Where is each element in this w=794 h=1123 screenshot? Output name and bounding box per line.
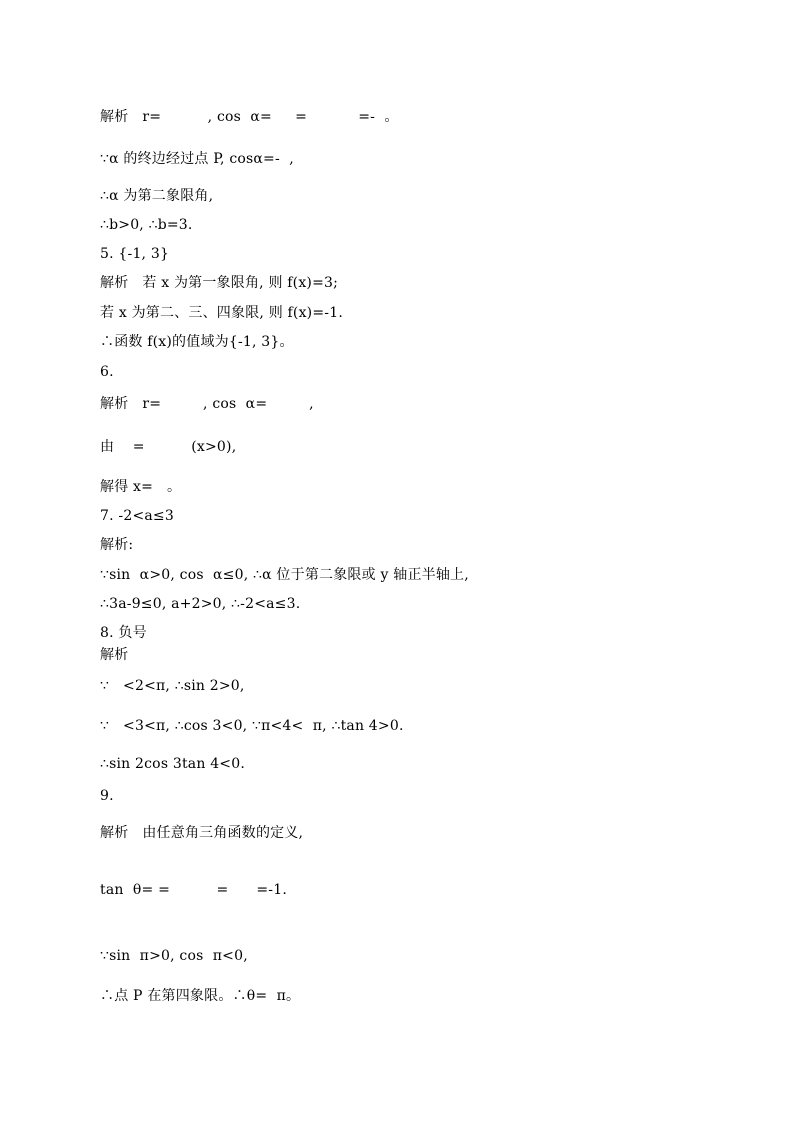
line-b-equals-3: ∴b>0, ∴b=3.	[100, 217, 193, 233]
line-sin-cos-conditions: ∵sin α>0, cos α≤0, ∴α 位于第二象限或 y 轴正半轴上,	[100, 567, 469, 583]
line-tan-theta: tan θ= = = =-1.	[100, 882, 287, 898]
line-second-quadrant: ∴α 为第二象限角,	[100, 188, 214, 204]
line-analysis-definition: 解析 由任意角三角函数的定义,	[100, 825, 304, 841]
line-analysis-r-cos: 解析 r= , cos α= = =- 。	[100, 109, 399, 125]
line-answer-8: 8. 负号	[100, 625, 147, 641]
line-terminal-side-point-p: ∵α 的终边经过点 P, cosα=- ,	[100, 151, 294, 167]
line-product-negative: ∴sin 2cos 3tan 4<0.	[100, 756, 245, 772]
line-cos-3-tan-4: ∵ <3<π, ∴cos 3<0, ∵π<4< π, ∴tan 4>0.	[100, 718, 404, 734]
line-solve-x: 解得 x= 。	[100, 479, 182, 495]
line-other-quadrants: 若 x 为第二、三、四象限, 则 f(x)=-1.	[100, 305, 343, 321]
line-answer-6: 6.	[100, 364, 114, 380]
line-from-equation: 由 = (x>0),	[100, 439, 237, 455]
line-answer-9: 9.	[100, 788, 114, 804]
line-answer-5: 5. {-1, 3}	[100, 246, 170, 262]
line-range-of-f: ∴函数 f(x)的值域为{-1, 3}。	[100, 334, 294, 350]
line-analysis-first-quadrant: 解析 若 x 为第一象限角, 则 f(x)=3;	[100, 275, 339, 291]
line-sin-2-positive: ∵ <2<π, ∴sin 2>0,	[100, 678, 245, 694]
line-inequality-a: ∴3a-9≤0, a+2>0, ∴-2<a≤3.	[100, 596, 301, 612]
line-analysis-r-cos-6: 解析 r= , cos α= ,	[100, 396, 314, 412]
line-analysis-label-8: 解析	[100, 647, 129, 663]
line-fourth-quadrant: ∴点 P 在第四象限。∴θ= π。	[100, 988, 301, 1004]
line-answer-7: 7. -2<a≤3	[100, 508, 174, 524]
line-sin-cos-pi: ∵sin π>0, cos π<0,	[100, 948, 248, 964]
line-analysis-label-7: 解析:	[100, 537, 134, 553]
